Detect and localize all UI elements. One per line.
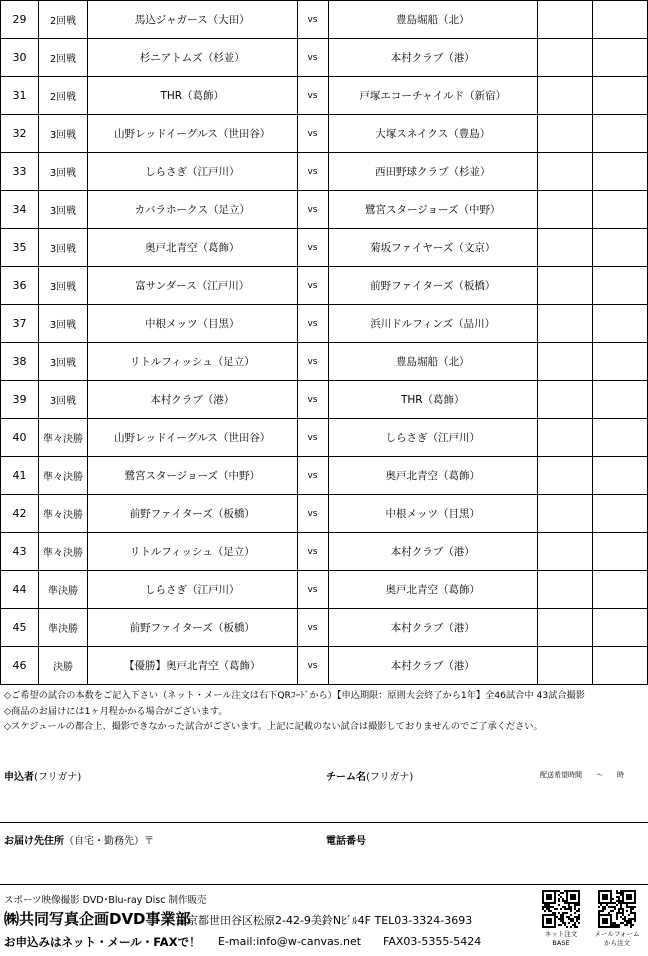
round-name: 3回戦 [39,381,88,419]
order-message: お申込みはネット・メール・FAXで！ [4,935,201,949]
bluray-quantity-cell[interactable] [593,647,648,685]
vs-label: vs [297,305,328,343]
table-row [1,381,648,419]
vs-label: vs [297,419,328,457]
qr-code-icon[interactable] [598,890,636,928]
match-number: 32 [1,115,39,153]
dvd-quantity-cell[interactable] [538,153,593,191]
bluray-quantity-cell[interactable] [593,229,648,267]
round-name: 準決勝 [39,609,88,647]
dvd-quantity-cell[interactable] [538,229,593,267]
home-team: 馬込ジャガース（大田） [88,1,298,39]
dvd-quantity-cell[interactable] [538,571,593,609]
away-team: 豊島堀船（北） [328,343,538,381]
match-number: 37 [1,305,39,343]
home-team: カバラホークス（足立） [88,191,298,229]
match-number: 40 [1,419,39,457]
match-number: 38 [1,343,39,381]
away-team: 戸塚エコーチャイルド（新宿） [328,77,538,115]
home-team: しらさぎ（江戸川） [88,153,298,191]
away-team: 奥戸北青空（葛飾） [328,457,538,495]
table-row [1,419,648,457]
home-team: THR（葛飾） [88,77,298,115]
table-row [1,305,648,343]
match-number: 45 [1,609,39,647]
table-row [1,267,648,305]
dvd-quantity-cell[interactable] [538,77,593,115]
form-divider [0,822,648,823]
team-kana: (フリガナ) [366,772,414,783]
vs-label: vs [297,495,328,533]
bluray-quantity-cell[interactable] [593,609,648,647]
match-number: 41 [1,457,39,495]
round-name: 準決勝 [39,571,88,609]
round-name: 3回戦 [39,115,88,153]
match-number: 36 [1,267,39,305]
bluray-quantity-cell[interactable] [593,419,648,457]
table-row [1,1,648,39]
bluray-quantity-cell[interactable] [593,343,648,381]
dvd-quantity-cell[interactable] [538,191,593,229]
applicant-label [4,768,81,783]
qr2-caption-line: メールフォーム [594,930,640,938]
away-team: THR（葛飾） [328,381,538,419]
away-team: 本村クラブ（港） [328,39,538,77]
bluray-quantity-cell[interactable] [593,191,648,229]
table-row [1,153,648,191]
home-team: しらさぎ（江戸川） [88,571,298,609]
note-line: ◇ご希望の試合の本数をご記入下さい（ネット・メール注文は右下QRｺｰﾄﾞから）【申込期限：原則大会終了から1年】全46試合中 43試合撮影 [4,690,585,701]
dvd-quantity-cell[interactable] [538,419,593,457]
round-name: 準々決勝 [39,495,88,533]
vs-label: vs [297,153,328,191]
match-number: 29 [1,1,39,39]
team-text: チーム名 [326,772,366,783]
home-team: 山野レッドイーグルス（世田谷） [88,115,298,153]
dvd-quantity-cell[interactable] [538,381,593,419]
address-options: （自宅・勤務先）〒 [64,836,154,847]
qr1-caption [531,930,591,948]
vs-label: vs [297,571,328,609]
away-team: 本村クラブ（港） [328,647,538,685]
home-team: 鷺宮スタージョーズ（中野） [88,457,298,495]
dvd-quantity-cell[interactable] [538,39,593,77]
dvd-quantity-cell[interactable] [538,533,593,571]
table-row [1,495,648,533]
qr2-caption-line: から注文 [604,939,630,947]
vs-label: vs [297,229,328,267]
round-name: 準々決勝 [39,419,88,457]
bluray-quantity-cell[interactable] [593,381,648,419]
round-name: 3回戦 [39,229,88,267]
table-row [1,115,648,153]
table-row [1,39,648,77]
match-number: 46 [1,647,39,685]
team-label [326,768,413,783]
away-team: 本村クラブ（港） [328,533,538,571]
bluray-quantity-cell[interactable] [593,77,648,115]
home-team: 杉ニアトムズ（杉並） [88,39,298,77]
vs-label: vs [297,533,328,571]
qr1-caption-line: ネット注文 [544,930,578,938]
vs-label: vs [297,343,328,381]
bluray-quantity-cell[interactable] [593,305,648,343]
home-team: 本村クラブ（港） [88,381,298,419]
vs-label: vs [297,647,328,685]
table-row [1,77,648,115]
match-number: 31 [1,77,39,115]
address-text: お届け先住所 [4,836,64,847]
bluray-quantity-cell[interactable] [593,153,648,191]
round-name: 準々決勝 [39,533,88,571]
round-name: 2回戦 [39,1,88,39]
home-team: 前野ファイターズ（板橋） [88,609,298,647]
table-row [1,533,648,571]
home-team: リトルフィッシュ（足立） [88,533,298,571]
home-team: リトルフィッシュ（足立） [88,343,298,381]
match-number: 35 [1,229,39,267]
note-line: ◇スケジュールの都合上、撮影できなかった試合がございます。上記に記載のない試合は撮影しておりませんのでご了承ください。 [4,721,543,732]
company-address: 東京都世田谷区松原2-42-9美鈴Nﾋﾞﾙ4F TEL03-3324-3693 [176,914,473,927]
round-name: 3回戦 [39,191,88,229]
footer-tagline: スポーツ映像撮影 DVD･Blu-ray Disc 制作販売 [4,895,207,906]
table-row [1,229,648,267]
qr-code-icon[interactable] [542,890,580,928]
dvd-quantity-cell[interactable] [538,647,593,685]
bluray-quantity-cell[interactable] [593,115,648,153]
home-team: 前野ファイターズ（板橋） [88,495,298,533]
vs-label: vs [297,1,328,39]
away-team: 菊坂ファイヤーズ（文京） [328,229,538,267]
footer-divider [0,884,648,885]
away-team: 本村クラブ（港） [328,609,538,647]
bluray-quantity-cell[interactable] [593,533,648,571]
bluray-quantity-cell[interactable] [593,39,648,77]
away-team: 鷺宮スタージョーズ（中野） [328,191,538,229]
round-name: 2回戦 [39,77,88,115]
home-team: 【優勝】奥戸北青空（葛飾） [88,647,298,685]
vs-label: vs [297,115,328,153]
dvd-quantity-cell[interactable] [538,305,593,343]
match-number: 39 [1,381,39,419]
vs-label: vs [297,457,328,495]
vs-label: vs [297,609,328,647]
home-team: 富サンダース（江戸川） [88,267,298,305]
phone-label: 電話番号 [326,836,366,847]
dvd-quantity-cell[interactable] [538,457,593,495]
table-row [1,343,648,381]
qr1-caption-line: BASE [552,939,570,947]
match-number: 30 [1,39,39,77]
round-name: 3回戦 [39,267,88,305]
table-row [1,571,648,609]
away-team: 中根メッツ（目黒） [328,495,538,533]
away-team: 西田野球クラブ（杉並） [328,153,538,191]
match-number: 42 [1,495,39,533]
away-team: 大塚スネイクス（豊島） [328,115,538,153]
qr2-caption [587,930,647,948]
bluray-quantity-cell[interactable] [593,571,648,609]
dvd-quantity-cell[interactable] [538,115,593,153]
match-number: 44 [1,571,39,609]
vs-label: vs [297,77,328,115]
match-number: 43 [1,533,39,571]
vs-label: vs [297,267,328,305]
round-name: 決勝 [39,647,88,685]
home-team: 中根メッツ（目黒） [88,305,298,343]
notes [4,688,648,735]
bluray-quantity-cell[interactable] [593,495,648,533]
table-row [1,457,648,495]
away-team: 豊島堀船（北） [328,1,538,39]
table-row [1,609,648,647]
match-number: 33 [1,153,39,191]
applicant-kana: (フリガナ) [34,772,82,783]
email-link[interactable]: E-mail:info@w-canvas.net [218,935,362,948]
round-name: 3回戦 [39,305,88,343]
match-number: 34 [1,191,39,229]
company-name: ㈱共同写真企画DVD事業部 [4,910,191,928]
dvd-quantity-cell[interactable] [538,343,593,381]
dvd-quantity-cell[interactable] [538,1,593,39]
dvd-quantity-cell[interactable] [538,495,593,533]
round-name: 3回戦 [39,153,88,191]
away-team: 奥戸北青空（葛飾） [328,571,538,609]
table-row [1,191,648,229]
away-team: しらさぎ（江戸川） [328,419,538,457]
round-name: 準々決勝 [39,457,88,495]
applicant-text: 申込者 [4,772,34,783]
table-row [1,647,648,685]
bluray-quantity-cell[interactable] [593,267,648,305]
vs-label: vs [297,39,328,77]
address-label [4,832,154,847]
round-name: 3回戦 [39,343,88,381]
home-team: 奥戸北青空（葛飾） [88,229,298,267]
round-name: 2回戦 [39,39,88,77]
home-team: 山野レッドイーグルス（世田谷） [88,419,298,457]
note-line: ◇商品のお届けには1ヶ月程かかる場合がございます。 [4,705,228,717]
dvd-quantity-cell[interactable] [538,609,593,647]
delivery-time-field[interactable]: 配送希望時間 〜 時 [540,771,624,779]
vs-label: vs [297,381,328,419]
away-team: 前野ファイターズ（板橋） [328,267,538,305]
fax-number: FAX03-5355-5424 [383,935,482,948]
away-team: 浜川ドルフィンズ（品川） [328,305,538,343]
bluray-quantity-cell[interactable] [593,1,648,39]
vs-label: vs [297,191,328,229]
bluray-quantity-cell[interactable] [593,457,648,495]
dvd-quantity-cell[interactable] [538,267,593,305]
